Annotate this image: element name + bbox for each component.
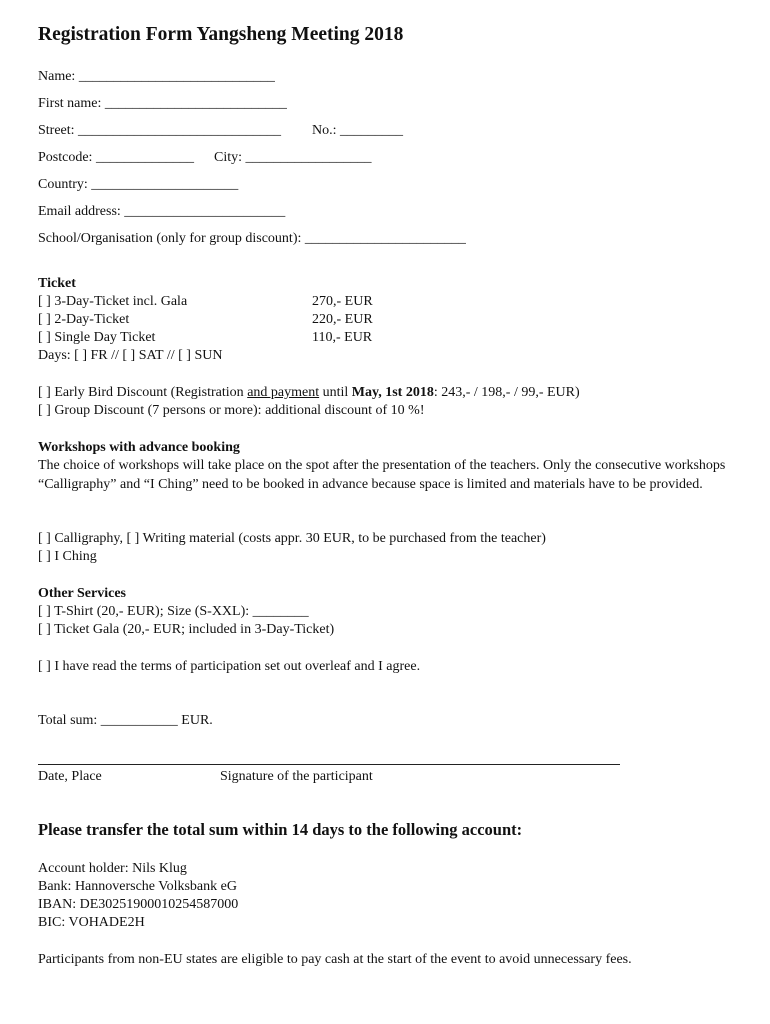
- early-bird-text-suffix: : 243,- / 198,- / 99,- EUR): [433, 385, 580, 400]
- first-name-field[interactable]: First name: __________________________: [38, 96, 287, 111]
- iban: IBAN: DE30251900010254587000: [38, 897, 239, 912]
- postcode-field[interactable]: Postcode: ______________: [38, 150, 194, 165]
- bic: BIC: VOHADE2H: [38, 915, 145, 930]
- early-bird-text-underlined: and payment: [247, 385, 320, 400]
- email-field[interactable]: Email address: _______________________: [38, 204, 286, 219]
- ticket-days-selection[interactable]: Days: [ ] FR // [ ] SAT // [ ] SUN: [38, 348, 223, 363]
- bank-name: Bank: Hannoversche Volksbank eG: [38, 879, 237, 894]
- calligraphy-workshop-option[interactable]: [ ] Calligraphy, [ ] Writing material (costs appr. 30 EUR, to be purchased from the teacher): [38, 531, 546, 546]
- ticket-option-3day[interactable]: [ ] 3-Day-Ticket incl. Gala: [38, 294, 188, 309]
- workshops-heading: Workshops with advance booking: [38, 440, 240, 455]
- early-bird-deadline: May, 1st 2018: [351, 385, 434, 400]
- iching-workshop-option[interactable]: [ ] I Ching: [38, 549, 97, 564]
- tshirt-option[interactable]: [ ] T-Shirt (20,- EUR); Size (S-XXL): ________: [38, 604, 309, 619]
- page-title: Registration Form Yangsheng Meeting 2018: [38, 24, 404, 45]
- account-holder: Account holder: Nils Klug: [38, 861, 187, 876]
- signature-label: Signature of the participant: [220, 769, 373, 784]
- gala-ticket-option[interactable]: [ ] Ticket Gala (20,- EUR; included in 3-Day-Ticket): [38, 622, 335, 637]
- date-place-label: Date, Place: [38, 769, 102, 784]
- terms-agreement-checkbox[interactable]: [ ] I have read the terms of participation set out overleaf and I agree.: [38, 659, 421, 674]
- house-number-field[interactable]: No.: _________: [312, 123, 403, 138]
- ticket-price-2day: 220,- EUR: [312, 312, 373, 327]
- ticket-option-single-day[interactable]: [ ] Single Day Ticket: [38, 330, 156, 345]
- other-services-heading: Other Services: [38, 586, 126, 601]
- transfer-heading: Please transfer the total sum within 14 days to the following account:: [38, 820, 523, 839]
- ticket-option-2day[interactable]: [ ] 2-Day-Ticket: [38, 312, 130, 327]
- country-field[interactable]: Country: _____________________: [38, 177, 239, 192]
- ticket-price-single-day: 110,- EUR: [312, 330, 373, 345]
- workshops-description: The choice of workshops will take place on the spot after the presentation of the teachers. Only the consecutive workshops “Calligraphy” and “I Ching” need to be booked in advance because space is limited and materials have to be provided.: [38, 458, 726, 492]
- ticket-heading: Ticket: [38, 276, 76, 291]
- city-field[interactable]: City: __________________: [214, 150, 372, 165]
- school-organisation-field[interactable]: School/Organisation (only for group discount): _______________________: [38, 231, 466, 246]
- early-bird-text-prefix: [ ] Early Bird Discount (Registration: [38, 385, 248, 400]
- street-field[interactable]: Street: _____________________________: [38, 123, 282, 138]
- total-sum-field[interactable]: Total sum: ___________ EUR.: [38, 713, 213, 728]
- early-bird-text-mid: until: [319, 385, 352, 400]
- signature-line[interactable]: [38, 764, 620, 765]
- name-field[interactable]: Name: ____________________________: [38, 69, 275, 84]
- early-bird-discount-option[interactable]: [38, 384, 580, 402]
- group-discount-option[interactable]: [ ] Group Discount (7 persons or more): additional discount of 10 %!: [38, 403, 425, 418]
- non-eu-payment-note: Participants from non-EU states are eligible to pay cash at the start of the event to avoid unnecessary fees.: [38, 952, 632, 967]
- ticket-price-3day: 270,- EUR: [312, 294, 373, 309]
